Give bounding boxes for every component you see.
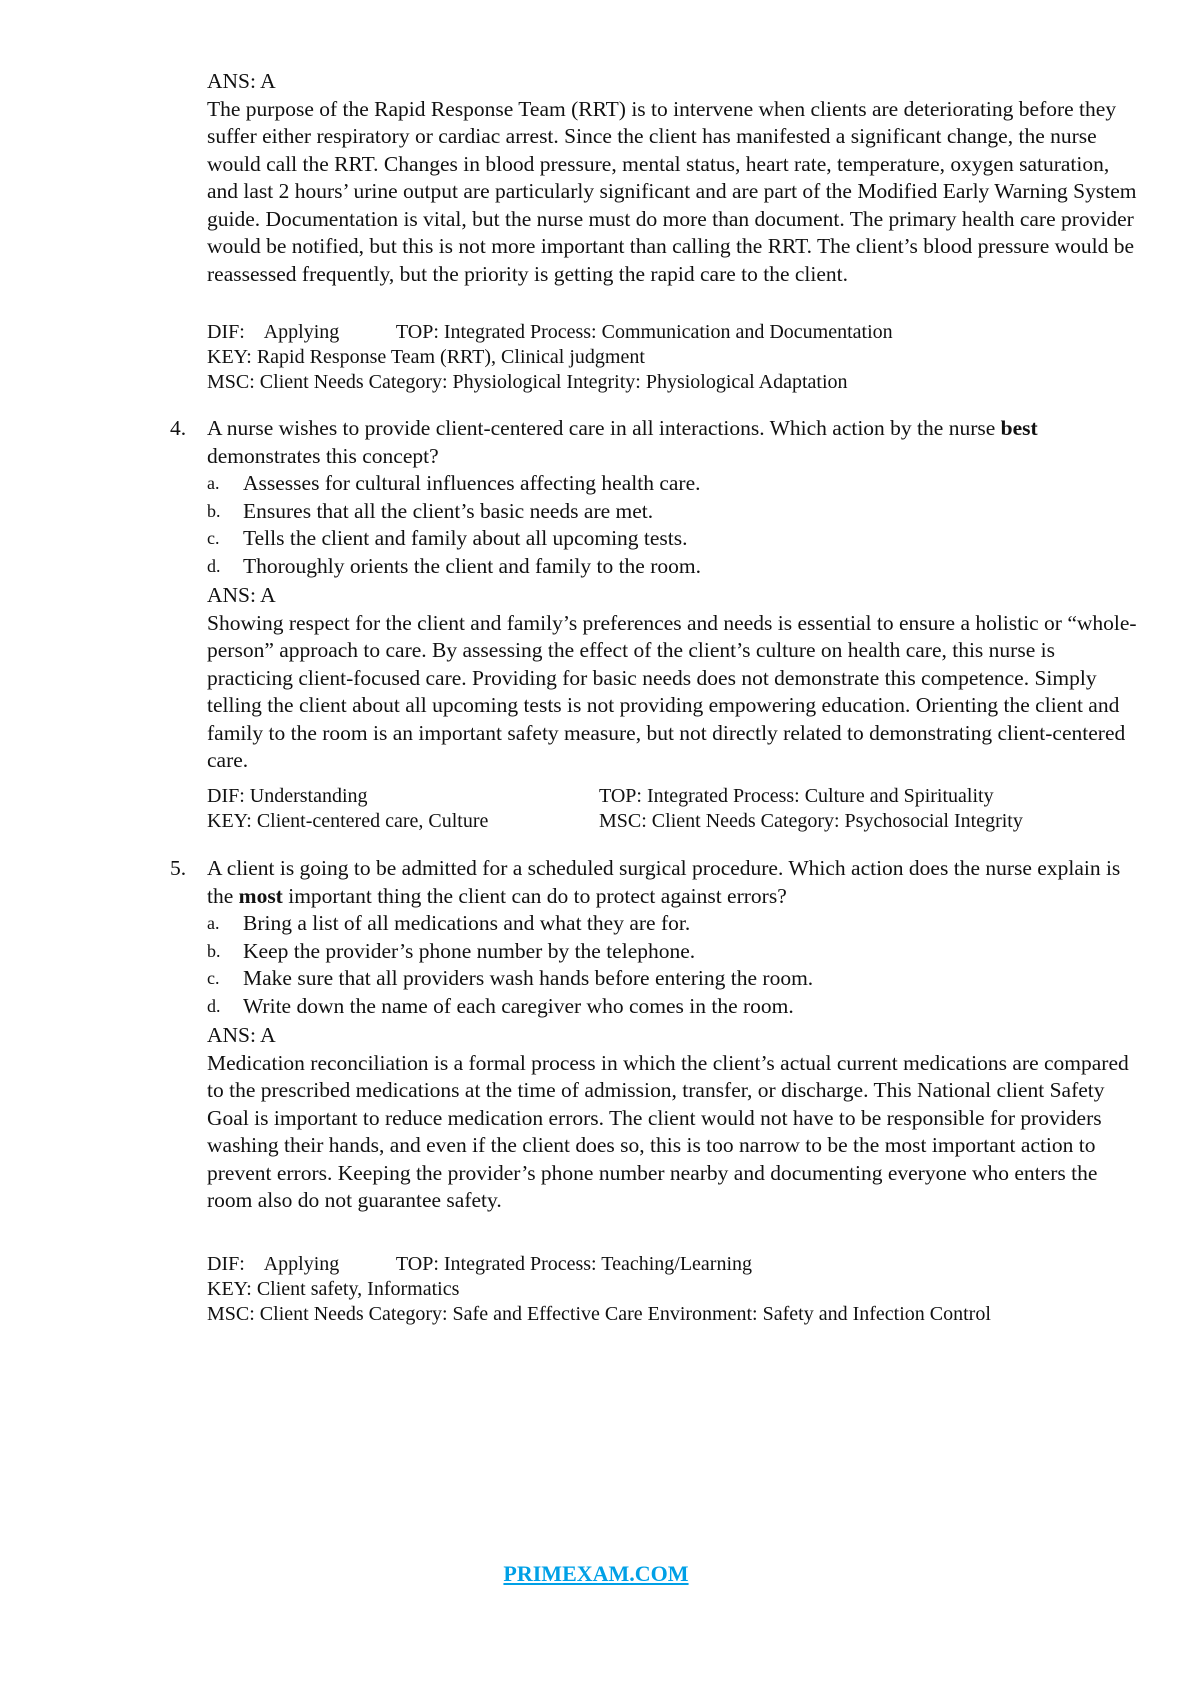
option-letter: d.	[207, 555, 221, 576]
option-text: Keep the provider’s phone number by the telephone.	[243, 938, 696, 963]
q5-answer-label: ANS: A	[207, 1023, 276, 1047]
option-text: Make sure that all providers wash hands before entering the room.	[243, 966, 814, 990]
option-letter: a.	[207, 473, 220, 493]
q5-top: TOP: Integrated Process: Teaching/Learning	[395, 1253, 752, 1275]
option-letter: d.	[207, 995, 221, 1016]
q3-dif-label: DIF:	[207, 321, 245, 343]
q5-stem-emphasis: most	[238, 883, 283, 908]
q4-stem-text-1: A nurse wishes to provide client-centered care in all interactions. Which action by the nurse	[207, 416, 1001, 440]
q4-number: 4.	[170, 416, 187, 440]
q5-stem-text-1: A client is going to be admitted for a scheduled surgical procedure. Which action does the nurse explain is the	[207, 856, 1121, 908]
q5-answer-section	[207, 1022, 1137, 1215]
q5-options	[207, 910, 1130, 1020]
q4-answer-section	[207, 582, 1137, 775]
q4-stem-emphasis: best	[1000, 416, 1038, 440]
option-text: Tells the client and family about all upcoming tests.	[243, 526, 688, 550]
question-4	[170, 415, 1130, 580]
q4-stem-text-2: demonstrates this concept?	[207, 443, 439, 468]
footer	[0, 1560, 1192, 1588]
q4-option-c[interactable]	[207, 525, 1130, 553]
q5-option-d[interactable]	[207, 993, 1130, 1021]
q4-answer-label: ANS: A	[207, 583, 276, 607]
q4-stem	[207, 415, 1130, 470]
q5-dif-label: DIF:	[207, 1253, 245, 1275]
q3-meta-row-1	[207, 320, 1137, 345]
q5-rationale: Medication reconciliation is a formal process in which the client’s actual current medications are compared to the prescribed medications at the time of admission, transfer, or discharge. This National client Safety Goal is important to reduce medication errors. The client would not have to be responsible for providers washing their hands, and even if the client does so, this is too narrow to be the most important action to prevent errors. Keeping the provider’s phone number nearby and documenting everyone who enters the room also do not guarantee safety.	[207, 1050, 1129, 1212]
option-text: Thoroughly orients the client and family to the room.	[243, 553, 701, 578]
option-letter: b.	[207, 940, 221, 961]
q5-meta-row-1	[207, 1252, 1137, 1277]
q5-msc: MSC: Client Needs Category: Safe and Effective Care Environment: Safety and Infection Control	[207, 1303, 991, 1325]
q3-rationale: The purpose of the Rapid Response Team (RRT) is to intervene when clients are deteriorating before they suffer either respiratory or cardiac arrest. Since the client has manifested a significant change, the nurse would call the RRT. Changes in blood pressure, mental status, heart rate, temperature, oxygen saturation, and last 2 hours’ urine output are particularly significant and are part of the Modified Early Warning System guide. Documentation is vital, but the nurse must do more than document. The primary health care provider would be notified, but this is not more important than calling the RRT. The client’s blood pressure would be reassessed frequently, but the priority is getting the rapid care to the client.	[207, 96, 1137, 286]
q4-top: TOP: Integrated Process: Culture and Spirituality	[599, 785, 994, 807]
q5-dif-value: Applying	[263, 1253, 340, 1275]
option-letter: a.	[207, 913, 220, 933]
option-text: Ensures that all the client’s basic needs are met.	[243, 498, 654, 523]
q5-stem	[207, 855, 1130, 910]
q5-stem-text-2: important thing the client can do to protect against errors?	[282, 883, 787, 908]
q4-option-b[interactable]	[207, 498, 1130, 526]
option-text: Bring a list of all medications and what they are for.	[243, 911, 691, 935]
q4-rationale: Showing respect for the client and family’s preferences and needs is essential to ensure a holistic or “whole-person” approach to care. By assessing the effect of the client’s culture on health care, this nurse is practicing client-focused care. Providing for basic needs does not demonstrate this competence. Simply telling the client about all upcoming tests is not providing empowering education. Orienting the client and family to the room is an important safety measure, but not directly related to demonstrating client-centered care.	[207, 610, 1137, 772]
q4-msc: MSC: Client Needs Category: Psychosocial Integrity	[599, 810, 1023, 832]
option-letter: c.	[207, 968, 220, 988]
q3-msc: MSC: Client Needs Category: Physiological Integrity: Physiological Adaptation	[207, 371, 848, 393]
q3-answer-label: ANS: A	[207, 69, 276, 93]
q4-option-d[interactable]	[207, 553, 1130, 581]
q4-dif: DIF: Understanding	[207, 785, 368, 807]
option-text: Assesses for cultural influences affecting health care.	[243, 471, 701, 495]
q3-top: TOP: Integrated Process: Communication and Documentation	[395, 321, 893, 343]
q3-meta	[207, 320, 1137, 395]
q4-option-a[interactable]	[207, 470, 1130, 498]
q5-key: KEY: Client safety, Informatics	[207, 1278, 460, 1300]
option-text: Write down the name of each caregiver who comes in the room.	[243, 993, 794, 1018]
question-5	[170, 855, 1130, 1020]
q4-key: KEY: Client-centered care, Culture	[207, 810, 489, 832]
q4-options	[207, 470, 1130, 580]
q4-meta	[207, 784, 1137, 834]
q5-option-c[interactable]	[207, 965, 1130, 993]
q5-meta	[207, 1252, 1137, 1327]
q5-number: 5.	[170, 856, 187, 880]
option-letter: c.	[207, 528, 220, 548]
option-letter: b.	[207, 500, 221, 521]
q3-dif-value: Applying	[263, 321, 340, 343]
q5-option-a[interactable]	[207, 910, 1130, 938]
q5-option-b[interactable]	[207, 938, 1130, 966]
q3-answer-section	[207, 68, 1137, 288]
primexam-link[interactable]: PRIMEXAM.COM	[503, 1561, 689, 1586]
q3-key: KEY: Rapid Response Team (RRT), Clinical judgment	[207, 346, 645, 368]
